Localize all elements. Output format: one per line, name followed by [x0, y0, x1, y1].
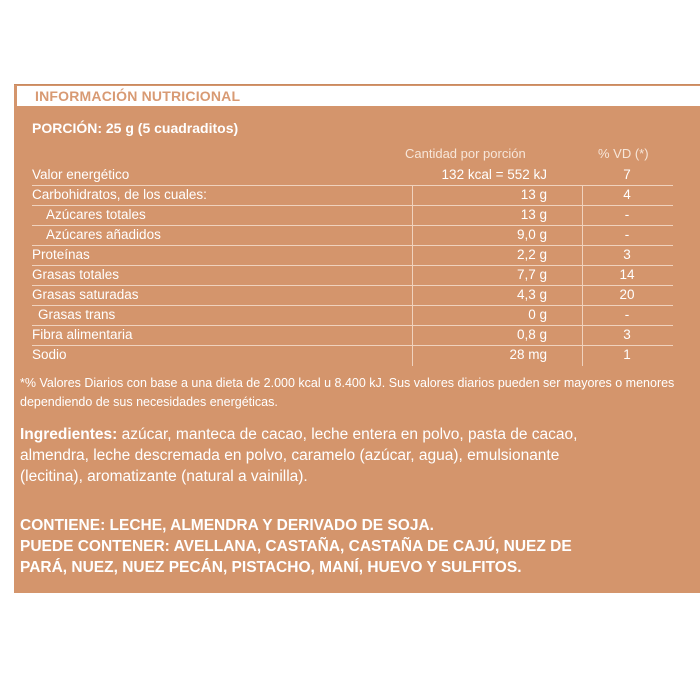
row-vd: 4 — [623, 187, 631, 202]
header-vd: % VD (*) — [598, 146, 649, 161]
row-label: Grasas totales — [32, 267, 120, 282]
row-label: Azúcares totales — [46, 207, 146, 222]
row-label: Grasas saturadas — [32, 287, 139, 302]
table-row — [32, 245, 673, 266]
table-row — [32, 345, 673, 365]
row-label: Proteínas — [32, 247, 90, 262]
table-row — [32, 185, 673, 206]
row-vd: 14 — [619, 267, 635, 282]
row-quantity: 28 mg — [509, 347, 547, 362]
row-vd: 7 — [623, 167, 631, 182]
row-quantity: 9,0 g — [516, 227, 547, 242]
contains-statement: CONTIENE: LECHE, ALMENDRA Y DERIVADO DE SOJA. — [20, 517, 434, 534]
page-title: INFORMACIÓN NUTRICIONAL — [35, 88, 241, 104]
column-divider — [412, 186, 413, 366]
row-quantity: 7,7 g — [516, 267, 547, 282]
ingredients-label: Ingredientes: — [20, 426, 118, 443]
row-quantity: 132 kcal = 552 kJ — [441, 167, 547, 182]
ingredients-text: azúcar, manteca de cacao, leche entera en polvo, pasta de cacao, almendra, leche descremada en polvo, caramelo (azúcar, agua), emulsionante (lecitina), aromatizante (natural a vainilla). — [20, 426, 578, 485]
row-quantity: 13 g — [520, 187, 547, 202]
row-vd: 3 — [623, 327, 631, 342]
footnote: *% Valores Diarios con base a una dieta de 2.000 kcal u 8.400 kJ. Sus valores diarios pueden ser mayores o menores dependiendo de sus necesidades energéticas. — [20, 376, 675, 409]
row-quantity: 13 g — [520, 207, 547, 222]
row-vd: 20 — [619, 287, 635, 302]
row-label: Grasas trans — [38, 307, 116, 322]
table-row — [32, 325, 673, 346]
column-divider — [582, 186, 583, 366]
table-row — [32, 265, 673, 286]
row-vd: 1 — [623, 347, 631, 362]
table-row — [32, 225, 673, 246]
table-row — [32, 285, 673, 306]
row-label: Azúcares añadidos — [46, 227, 161, 242]
header-quantity: Cantidad por porción — [405, 146, 526, 161]
row-quantity: 0,8 g — [516, 327, 547, 342]
table-row — [32, 205, 673, 226]
row-quantity: 2,2 g — [516, 247, 547, 262]
may-contain-statement: PUEDE CONTENER: AVELLANA, CASTAÑA, CASTAÑA DE CAJÚ, NUEZ DE PARÁ, NUEZ, NUEZ PECÁN, PISTACHO, MANÍ, HUEVO Y SULFITOS. — [20, 538, 572, 576]
row-vd: - — [624, 307, 630, 322]
row-label: Valor energético — [32, 167, 130, 182]
row-label: Carbohidratos, de los cuales: — [32, 187, 207, 202]
title-bar — [14, 86, 700, 108]
row-vd: - — [624, 227, 630, 242]
row-vd: 3 — [623, 247, 631, 262]
row-label: Sodio — [32, 347, 67, 362]
table-row — [32, 165, 673, 186]
allergens — [20, 515, 580, 578]
row-label: Fibra alimentaria — [32, 327, 133, 342]
ingredients — [20, 424, 580, 487]
row-quantity: 0 g — [528, 307, 547, 322]
row-vd: - — [624, 207, 630, 222]
table-row — [32, 305, 673, 326]
row-quantity: 4,3 g — [516, 287, 547, 302]
portion-size: PORCIÓN: 25 g (5 cuadraditos) — [32, 120, 239, 136]
